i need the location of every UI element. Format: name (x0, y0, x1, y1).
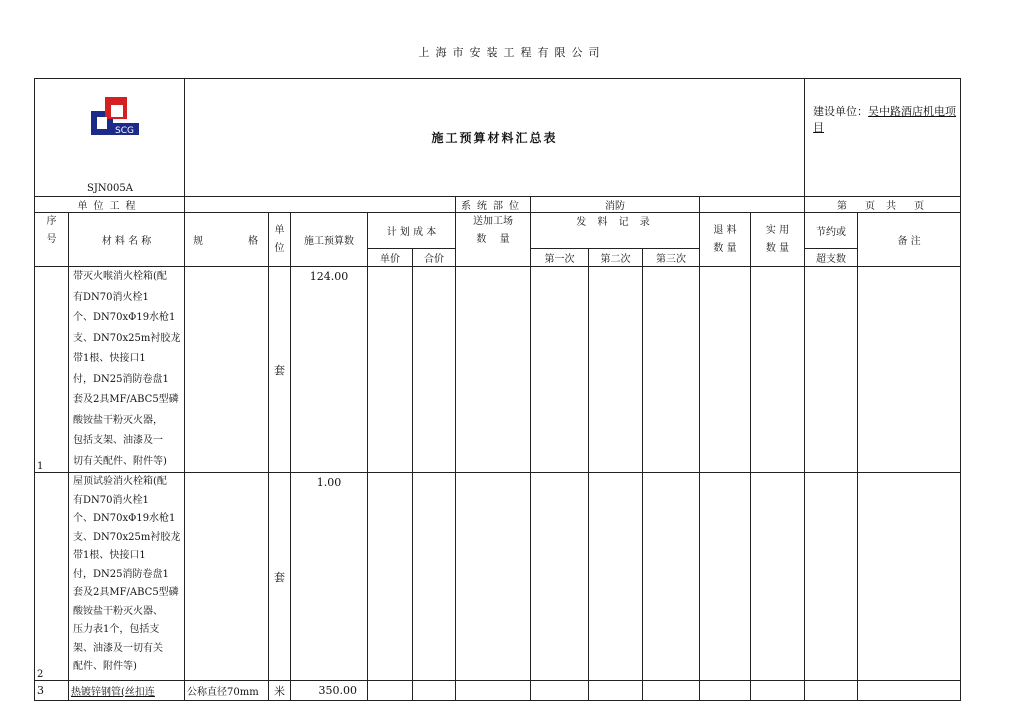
builder-cell (805, 79, 961, 197)
col-saving-2: 超支数 (805, 249, 858, 267)
builder-label: 建设单位： (813, 105, 869, 118)
logo-text: SCG (115, 126, 134, 136)
col-unit: 单 位 (269, 213, 291, 267)
col-issue-record: 发 料 记 录 (531, 213, 700, 249)
table-row (35, 473, 961, 681)
col-saving: 节约或 (805, 213, 858, 249)
builder-value: 吴中路酒店机电项目 (813, 105, 957, 134)
page-title: 施工预算材料汇总表 (185, 79, 805, 197)
row-index: 3 (35, 681, 69, 701)
material-summary-table (34, 78, 961, 701)
blank-cell (700, 197, 805, 213)
material-name: 热镀锌钢管(丝扣连 (69, 681, 185, 701)
col-unit-price: 单价 (368, 249, 413, 267)
col-second: 第二次 (589, 249, 643, 267)
system-value: 消防 (531, 197, 700, 213)
col-budget-qty: 施工预算数 (291, 213, 368, 267)
material-name: 带灭火喉消火栓箱(配 有DN70消火栓1 个、DN70xΦ19水枪1 支、DN70x25m衬胶龙 带1根、快接口1 付，DN25消防卷盘1 套及2具MF/ABC5型磷 酸铵盐干粉灭火器， 包括支架、油漆及一 切有关配件、附件等) (69, 267, 185, 473)
col-first: 第一次 (531, 249, 589, 267)
col-total-price: 合价 (413, 249, 456, 267)
row-index: 1 (35, 267, 69, 473)
table-row (35, 267, 961, 473)
system-label: 系统部位 (456, 197, 531, 213)
unit-project-label: 单位工程 (35, 197, 185, 213)
table-row (35, 681, 961, 701)
material-unit: 套 (269, 267, 291, 473)
col-plan-cost: 计 划 成 本 (368, 213, 456, 249)
col-actual-qty: 实 用 数 量 (751, 213, 805, 267)
col-material-name: 材 料 名 称 (69, 213, 185, 267)
col-seq: 序 号 (35, 213, 69, 267)
col-site-add: 送加工场 数 量 (456, 213, 531, 267)
material-spec (185, 267, 269, 473)
material-unit: 套 (269, 473, 291, 681)
budget-qty: 124.00 (291, 267, 368, 473)
unit-project-value (185, 197, 456, 213)
budget-qty: 1.00 (291, 473, 368, 681)
logo-cell (35, 79, 185, 197)
col-return-qty: 退 料 数 量 (700, 213, 751, 267)
form-code: SJN005A (87, 183, 133, 194)
material-name: 屋顶试验消火栓箱(配 有DN70消火栓1 个、DN70xΦ19水枪1 支、DN70x25m衬胶龙 带1根、快接口1 付，DN25消防卷盘1 套及2具MF/ABC5型磷 酸铵盐干粉灭火器、 压力表1个，包括支 架、油漆及一切有关 配件、附件等) (69, 473, 185, 681)
material-spec: 公称直径70mm (185, 681, 269, 701)
page-counter: 第 页 共 页 (805, 197, 961, 213)
material-unit: 米 (269, 681, 291, 701)
budget-qty: 350.00 (291, 681, 368, 701)
col-spec: 规 格 (185, 213, 269, 267)
col-remark: 备 注 (858, 213, 961, 267)
material-spec (185, 473, 269, 681)
col-third: 第三次 (643, 249, 700, 267)
company-logo (91, 97, 141, 139)
row-index: 2 (35, 473, 69, 681)
company-name: 上海市安装工程有限公司 (418, 46, 606, 59)
